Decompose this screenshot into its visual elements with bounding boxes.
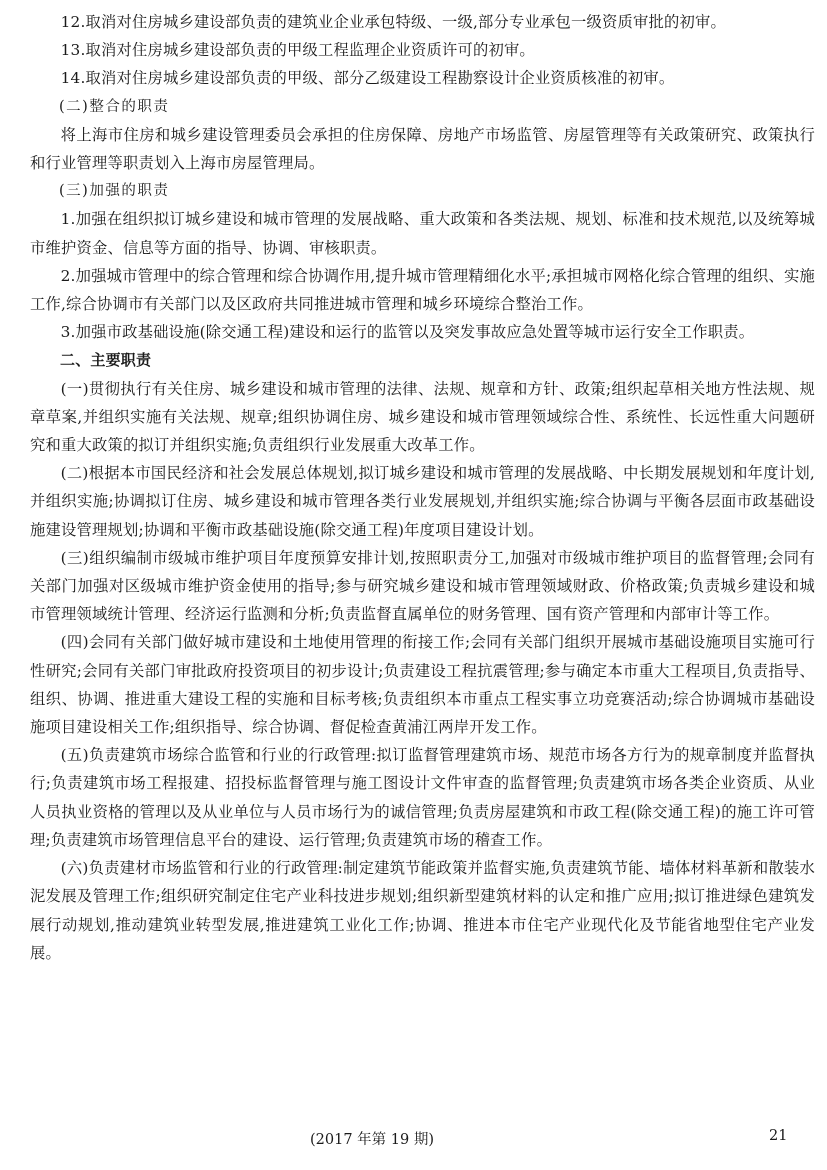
section-heading-strengthened: (三)加强的职责: [59, 183, 170, 200]
section-heading-main-duties: 二、主要职责: [60, 351, 152, 370]
paragraph-duty-6: (六)负责建材市场监管和行业的行政管理:制定建筑节能政策并监督实施,负责建筑节能、墙体材料革新和散装水泥发展及管理工作;组织研究制定住宅产业科技进步规划;组织新型建筑材料的认定和推广应用;拟订推进绿色建筑发展行动规划,推动建筑业转型发展,推进建筑工业化工作;协调、推进本市住宅产业现代化及节能省地型住宅产业发展。: [30, 859, 815, 962]
paragraph-duty-2: (二)根据本市国民经济和社会发展总体规划,拟订城乡建设和城市管理的发展战略、中长期发展规划和年度计划,并组织实施;协调拟订住房、城乡建设和城市管理各类行业发展规划,并组织实施;综合协调与平衡各层面市政基础设施建设管理规划;协调和平衡市政基础设施(除交通工程)年度项目建设计划。: [30, 464, 815, 539]
section-heading-integrated: (二)整合的职责: [59, 98, 170, 115]
paragraph-duty-1: (一)贯彻执行有关住房、城乡建设和城市管理的法律、法规、规章和方针、政策;组织起草相关地方性法规、规章草案,并组织实施有关法规、规章;组织协调住房、城乡建设和城市管理领域综合性、系统性、长远性重大问题研究和重大政策的拟订并组织实施;负责组织行业发展重大改革工作。: [30, 379, 815, 455]
paragraph-integrated-1: 将上海市住房和城乡建设管理委员会承担的住房保障、房地产市场监管、房屋管理等有关政策研究、政策执行和行业管理等职责划入上海市房屋管理局。: [30, 125, 815, 173]
paragraph-duty-3: (三)组织编制市级城市维护项目年度预算安排计划,按照职责分工,加强对市级城市维护项目的监督管理;会同有关部门加强对区级城市维护资金使用的指导;参与研究城乡建设和城市管理领域财政、价格政策;负责城乡建设和城市管理领域统计管理、经济运行监测和分析;负责监督直属单位的财务管理、国有资产管理和内部审计等工作。: [30, 548, 815, 624]
paragraph-strengthened-2: 2.加强城市管理中的综合管理和综合协调作用,提升城市管理精细化水平;承担城市网格化综合管理的组织、实施工作,综合协调市有关部门以及区政府共同推进城市管理和城乡环境综合整治工作。: [30, 266, 815, 314]
issue-label: (2017 年第 19 期): [310, 1132, 434, 1148]
paragraph-strengthened-1: 1.加强在组织拟订城乡建设和城市管理的发展战略、重大政策和各类法规、规划、标准和技术规范,以及统筹城市维护资金、信息等方面的指导、协调、审核职责。: [30, 210, 815, 257]
paragraph-cancel-12: 12.取消对住房城乡建设部负责的建筑业企业承包特级、一级,部分专业承包一级资质审批的初审。: [60, 13, 726, 31]
document-body: [30, 8, 815, 967]
paragraph-duty-5: (五)负责建筑市场综合监管和行业的行政管理:拟订监督管理建筑市场、规范市场各方行为的规章制度并监督执行;负责建筑市场工程报建、招投标监督管理与施工图设计文件审查的监督管理;负责建筑市场各类企业资质、从业人员执业资格的管理以及从业单位与人员市场行为的诚信管理;负责房屋建筑和市政工程(除交通工程)的施工许可管理;负责建筑市场管理信息平台的建设、运行管理;负责建筑市场的稽查工作。: [30, 746, 815, 849]
paragraph-cancel-14: 14.取消对住房城乡建设部负责的甲级、部分乙级建设工程勘察设计企业资质核准的初审。: [60, 69, 675, 88]
paragraph-duty-4: (四)会同有关部门做好城市建设和土地使用管理的衔接工作;会同有关部门组织开展城市基础设施项目实施可行性研究;会同有关部门审批政府投资项目的初步设计;负责建设工程抗震管理;参与确定本市重大工程项目,负责指导、组织、协调、推进重大建设工程的实施和目标考核;负责组织本市重点工程实事立功竞赛活动;综合协调城市基础设施项目建设相关工作;组织指导、综合协调、督促检查黄浦江两岸开发工作。: [30, 633, 815, 737]
page-footer: [0, 1128, 827, 1152]
page-number: 21: [769, 1128, 788, 1144]
paragraph-cancel-13: 13.取消对住房城乡建设部负责的甲级工程监理企业资质许可的初审。: [60, 41, 535, 60]
paragraph-strengthened-3: 3.加强市政基础设施(除交通工程)建设和运行的监管以及突发事故应急处置等城市运行安全工作职责。: [60, 323, 755, 342]
